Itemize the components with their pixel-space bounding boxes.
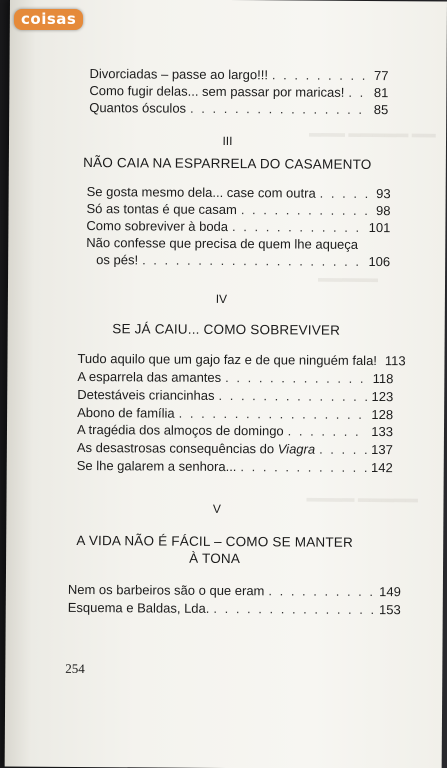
toc-entry-page: 81 <box>373 85 389 101</box>
toc-entry <box>89 82 388 101</box>
toc-entry-title <box>77 439 315 458</box>
toc-entry-title: os pés! <box>96 252 139 268</box>
toc-entry <box>96 251 390 270</box>
toc-entry-title: A tragédia dos almoços de domingo <box>76 421 284 439</box>
toc-leader-dots <box>240 458 367 476</box>
toc-entry-page: 133 <box>371 424 394 440</box>
part-numeral: V <box>212 501 221 516</box>
toc-entry-title: Se lhe galarem a senhora... <box>76 457 237 475</box>
toc-leader-dots <box>319 441 367 458</box>
toc-entry <box>89 99 388 118</box>
toc-leader-dots <box>348 84 370 101</box>
toc-entry-title: Se gosta mesmo dela... case com outra <box>86 184 316 201</box>
toc-leader-dots <box>232 218 365 236</box>
book-page <box>5 0 447 768</box>
toc-entry-title: A esparrela das amantes <box>77 368 222 385</box>
toc-entry <box>68 599 401 618</box>
toc-entry-title-italic: Viagra <box>277 441 316 457</box>
toc-entry-page: 153 <box>378 602 401 618</box>
part-numeral: III <box>222 133 233 149</box>
toc-leader-dots <box>213 600 375 618</box>
toc-entry-title: Detestáveis criancinhas <box>77 386 215 403</box>
toc-entry-title: Tudo aquilo que um gajo faz e de que ninguém fala! <box>77 350 377 369</box>
toc-entry-page: 149 <box>379 584 401 600</box>
toc-entry-page: 85 <box>373 102 389 118</box>
toc-entry-page: 101 <box>368 219 391 236</box>
toc-entry <box>77 368 393 387</box>
toc-entry-title-text: As desastrosas consequências do <box>76 439 278 457</box>
toc-entry-page: 113 <box>384 353 406 369</box>
part-numeral: IV <box>215 291 228 306</box>
toc-entry-page: 106 <box>368 253 391 270</box>
bleed-through-text: ▬▬▬ ▬▬▬▬▬ ▬▬ <box>309 125 436 141</box>
toc-leader-dots <box>241 201 372 219</box>
toc-entry <box>86 217 390 236</box>
toc-entry-page: 142 <box>370 460 393 476</box>
toc-entry-title: Não confesse que precisa de quem lhe aqueça <box>86 235 359 252</box>
toc-entry-title: Só as tontas é que casam <box>86 201 237 218</box>
bleed-through-text: ▬▬▬▬▬ <box>318 270 379 286</box>
toc-entry-title: Quantos ósculos <box>89 100 187 116</box>
toc-leader-dots <box>142 251 364 270</box>
toc-entry-page: 98 <box>376 203 391 219</box>
toc-entry-title: Esquema e Baldas, Lda. <box>67 599 210 616</box>
bleed-through-text: ▬▬▬▬ ▬▬▬▬▬ <box>306 490 418 506</box>
toc-entry <box>77 350 406 369</box>
toc-entry-page: 128 <box>371 407 394 423</box>
toc-entry <box>68 581 401 600</box>
toc-entry <box>77 404 393 423</box>
toc-entry <box>77 439 393 458</box>
part-title-line-2: À TONA <box>189 550 241 567</box>
toc-entry <box>89 65 388 84</box>
toc-leader-dots <box>320 185 373 202</box>
part-title: NÃO CAIA NA ESPARRELA DO CASAMENTO <box>83 154 372 173</box>
toc-entry-title: Como sobreviver à boda <box>86 218 229 235</box>
toc-entry <box>77 457 393 476</box>
toc-leader-dots <box>218 387 367 405</box>
toc-leader-dots <box>190 100 370 118</box>
toc-leader-dots <box>272 66 370 84</box>
toc-entry-title: Nem os barbeiros são o que eram <box>67 581 265 599</box>
toc-entry-title: Como fugir delas... sem passar por maricas! <box>89 83 345 100</box>
toc-entry <box>86 234 390 253</box>
part-title: SE JÁ CAIU... COMO SOBREVIVER <box>112 321 341 338</box>
toc-entry-page: 93 <box>376 186 391 202</box>
toc-entry-page: 118 <box>372 371 394 387</box>
part-title-line-1: A VIDA NÃO É FÁCIL – COMO SE MANTER <box>76 532 354 550</box>
toc-entry <box>87 183 391 202</box>
toc-entry-page: 123 <box>371 389 394 405</box>
toc-leader-dots <box>268 582 375 600</box>
toc-leader-dots <box>179 405 368 423</box>
toc-entry-title: Abono de família <box>77 404 175 421</box>
toc-leader-dots <box>225 369 369 387</box>
toc-entry-title: Divorciadas – passe ao largo!!! <box>89 66 269 83</box>
toc-entry <box>77 386 393 405</box>
site-watermark-logo: coisas <box>14 9 83 30</box>
toc-entry-page: 137 <box>371 442 393 458</box>
toc-entry <box>77 421 393 440</box>
toc-entry <box>86 200 390 219</box>
toc-leader-dots <box>288 422 368 440</box>
toc-entry-page: 77 <box>373 68 389 84</box>
page-number: 254 <box>65 660 85 677</box>
